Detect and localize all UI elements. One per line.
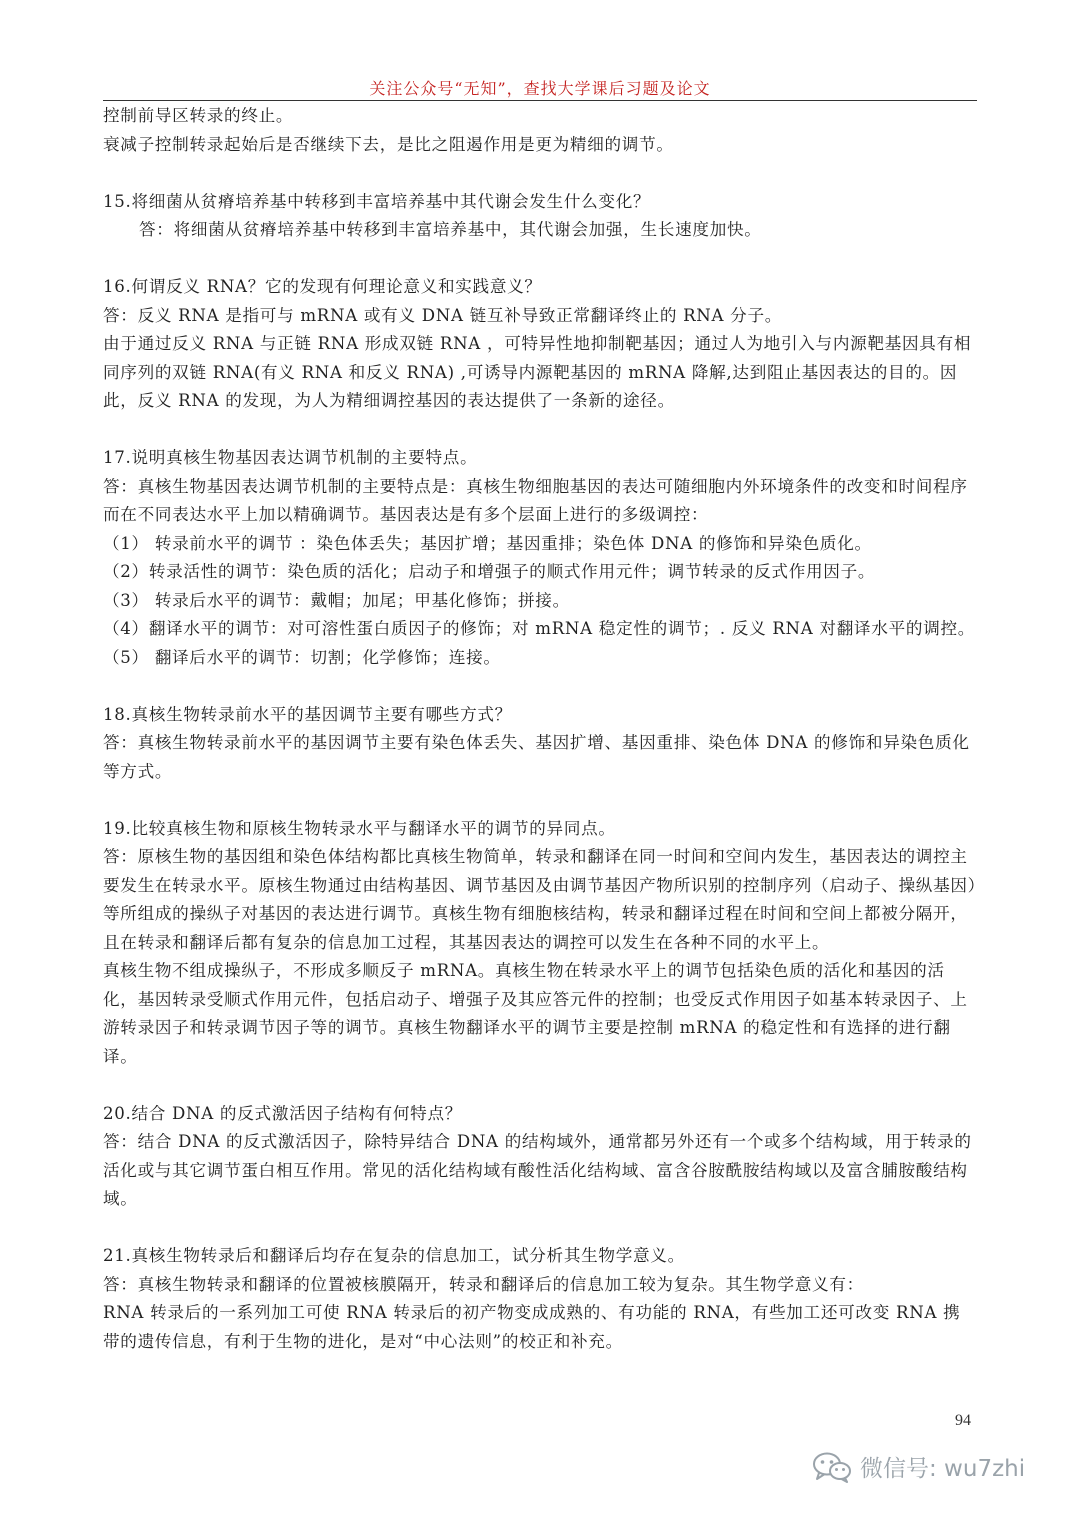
question-17 <box>103 444 977 672</box>
question-text: 17.说明真核生物基因表达调节机制的主要特点。 <box>103 448 478 467</box>
answer-text: 答：真核生物转录前水平的基因调节主要有染色体丢失、基因扩增、基因重排、染色体 DNA 的修饰和异染色质化等方式。 <box>103 733 970 781</box>
question-text: 20.结合 DNA 的反式激活因子结构有何特点？ <box>103 1103 463 1123</box>
answer-list-item: （1） 转录前水平的调节 ：染色体丢失；基因扩增；基因重排；染色体 DNA 的修饰和异染色质化。 <box>103 533 872 553</box>
answer-text: 答：将细菌从贫瘠培养基中转移到丰富培养基中，其代谢会加强，生长速度加快。 <box>139 220 762 239</box>
answer-text: 答：真核生物基因表达调节机制的主要特点是：真核生物细胞基因的表达可随细胞内外环境条件的改变和时间程序而在不同表达水平上加以精确调节。基因表达是有多个层面上进行的多级调控： <box>103 476 968 524</box>
question-21 <box>103 1242 977 1356</box>
answer-text: 答：结合 DNA 的反式激活因子，除特异结合 DNA 的结构域外，通常都另外还有一个或多个结构域，用于转录的活化或与其它调节蛋白相互作用。常见的活化结构域有酸性活化结构域、富含谷胺酰胺结构域以及富含脯胺酸结构域。 <box>103 1132 972 1208</box>
answer-text: 答：真核生物转录和翻译的位置被核膜隔开，转录和翻译后的信息加工较为复杂。其生物学意义有： <box>103 1274 864 1294</box>
question-text: 16.何谓反义 RNA？它的发现有何理论意义和实践意义？ <box>103 277 542 296</box>
answer-list-item: （3） 转录后水平的调节：戴帽；加尾；甲基化修饰；拼接。 <box>103 590 570 610</box>
question-15 <box>103 188 977 245</box>
page-header: 关注公众号“无知”，查找大学课后习题及论文 <box>369 79 711 98</box>
question-18 <box>103 701 977 787</box>
answer-detail: 由于通过反义 RNA 与正链 RNA 形成双链 RNA ，可特异性地抑制靶基因；通过人为地引入与内源靶基因具有相同序列的双链 RNA(有义 RNA 和反义 RNA) ,可诱导内源靶基因的 mRNA 降解,达到阻止基因表达的目的。因此，反义 RNA 的发现，为人为精细调控基因的表达提供了一条新的途径。 <box>103 334 972 410</box>
watermark-text: 微信号: wu7zhi <box>860 1456 1026 1482</box>
question-19 <box>103 815 977 1072</box>
wechat-icon <box>812 1451 852 1483</box>
question-text: 15.将细菌从贫瘠培养基中转移到丰富培养基中其代谢会发生什么变化？ <box>103 191 651 211</box>
answer-text: 答：反义 RNA 是指可与 mRNA 或有义 DNA 链互补导致正常翻译终止的 RNA 分子。 <box>103 305 783 325</box>
page-number: 94 <box>955 1412 971 1429</box>
question-20 <box>103 1100 977 1214</box>
wechat-watermark <box>812 1450 1025 1483</box>
answer-detail: RNA 转录后的一系列加工可使 RNA 转录后的初产物变成成熟的、有功能的 RNA，有些加工还可改变 RNA 携带的遗传信息，有利于生物的进化，是对“中心法则”的校正和补充。 <box>103 1303 961 1351</box>
question-text: 19.比较真核生物和原核生物转录水平与翻译水平的调节的异同点。 <box>103 818 616 838</box>
document-body <box>103 102 977 1356</box>
answer-list-item: （4）翻译水平的调节：对可溶性蛋白质因子的修饰；对 mRNA 稳定性的调节；. 反义 RNA 对翻译水平的调控。 <box>103 619 976 638</box>
answer-list-item: （2）转录活性的调节：染色质的活化；启动子和增强子的顺式作用元件；调节转录的反式作用因子。 <box>103 562 876 581</box>
intro-line: 控制前导区转录的终止。 <box>103 106 294 125</box>
header-divider <box>103 100 977 101</box>
question-16 <box>103 273 977 416</box>
question-text: 18.真核生物转录前水平的基因调节主要有哪些方式？ <box>103 704 512 724</box>
answer-list-item: （5） 翻译后水平的调节：切割；化学修饰；连接。 <box>103 647 501 667</box>
answer-text: 答：原核生物的基因组和染色体结构都比真核生物简单，转录和翻译在同一时间和空间内发生，基因表达的调控主要发生在转录水平。原核生物通过由结构基因、调节基因及由调节基因产物所识别的控制序列（启动子、操纵基因）等所组成的操纵子对基因的表达进行调节。真核生物有细胞核结构，转录和翻译过程在时间和空间上都被分隔开，且在转录和翻译后都有复杂的信息加工过程，其基因表达的调控可以发生在各种不同的水平上。 <box>103 847 977 952</box>
answer-detail: 真核生物不组成操纵子，不形成多顺反子 mRNA。真核生物在转录水平上的调节包括染色质的活化和基因的活化，基因转录受顺式作用元件，包括启动子、增强子及其应答元件的控制；也受反式作用因子如基本转录因子、上游转录因子和转录调节因子等的调节。真核生物翻译水平的调节主要是控制 mRNA 的稳定性和有选择的进行翻译。 <box>103 961 968 1066</box>
question-text: 21.真核生物转录后和翻译后均存在复杂的信息加工，试分析其生物学意义。 <box>103 1246 685 1265</box>
intro-line: 衰减子控制转录起始后是否继续下去，是比之阻遏作用是更为精细的调节。 <box>103 134 674 154</box>
